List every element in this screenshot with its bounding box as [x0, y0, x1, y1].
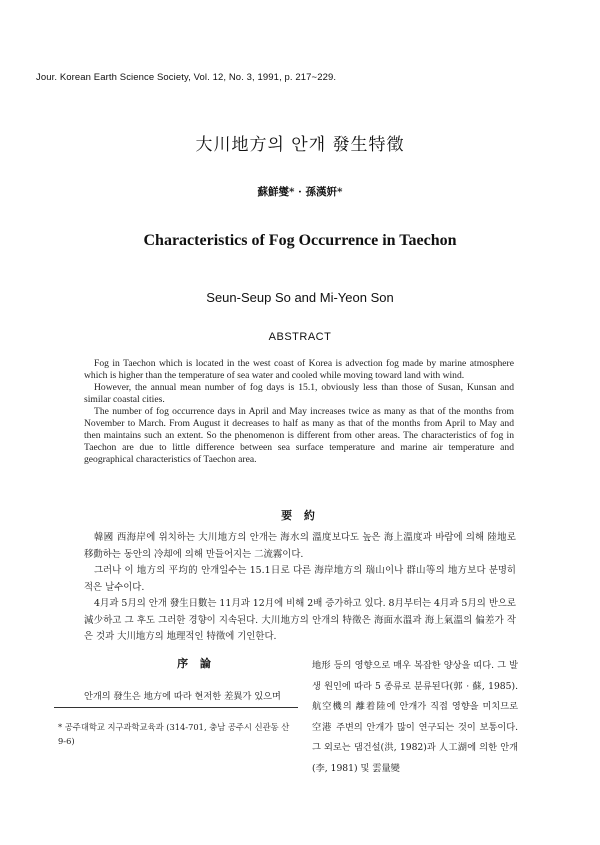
korean-title: 大川地方의 안개 發生特徵 — [195, 135, 405, 155]
abstract-paragraph: Fog in Taechon which is located in the west coast of Korea is advection fog made by marine atmosphere which is higher than the temperature of sea water and cooled while moving toward land with wind. — [84, 358, 514, 381]
korean-abstract-heading: 要 約 — [281, 509, 319, 522]
english-authors: Seun-Seup So and Mi-Yeon Son — [206, 290, 394, 305]
abstract-paragraph: However, the annual mean number of fog days is 15.1, obviously less than those of Susan, Kunsan and similar coastal cities. — [84, 382, 514, 405]
english-abstract — [84, 358, 514, 466]
korean-abstract-paragraph: 그러나 이 地方의 平均的 안개일수는 15.1日로 다른 海岸地方의 瑞山이나 群山等의 地方보다 분명히 적은 날수이다. — [84, 565, 516, 593]
korean-authors: 蘇鮮燮* · 孫漢姸* — [257, 186, 343, 198]
abstract-heading: ABSTRACT — [268, 331, 332, 343]
korean-abstract — [84, 530, 516, 646]
abstract-paragraph: The number of fog occurrence days in April and May increases twice as many as that of the months from November to March. From August it decreases to half as many as that of the months from April to May and then maintains such an extent. So the phenomenon is different from other areas. The characteristics of fog in Taechon are due to little difference between sea surface temperature and marine air temperature and geographical characteristics of Taechon area. — [84, 406, 514, 465]
korean-abstract-paragraph: 4月과 5月의 안개 發生日數는 11月과 12月에 비해 2배 증가하고 있다. 8月부터는 4月과 5月의 반으로 減少하고 그 후도 그러한 경향이 지속된다. 大川地方의 안개의 特徵은 海面水溫과 海上氣溫의 偏差가 작은 것과 大川地方의 地理적인 特徵에 기인한다. — [84, 598, 516, 642]
introduction-right-column: 地形 등의 영향으로 매우 복잡한 양상을 띠다. 그 발생 원인에 따라 5 종류로 분류된다(郭 · 蘇, 1985). 航空機의 離着陸에 안개가 직접 영향을 미치므로 空港 주변의 안개가 많이 연구되는 것이 보통이다. 그 외로는 댐건설(洪, 1982)과 人工湖에 의한 안개(李, 1981) 및 雲量變 — [312, 660, 518, 774]
affiliation-footnote: * 공주대학교 지구과학교육과 (314-701, 충남 공주시 신관동 산 9-6) — [58, 722, 290, 746]
introduction-left-column: 안개의 發生은 地方에 따라 현저한 差異가 있으며 — [84, 691, 281, 702]
journal-citation: Jour. Korean Earth Science Society, Vol. 12, No. 3, 1991, p. 217~229. — [36, 72, 337, 83]
korean-abstract-paragraph: 韓國 西海岸에 위치하는 大川地方의 안개는 海水의 溫度보다도 높은 海上溫度과 바람에 의해 陸地로 移動하는 동안의 冷却에 의해 만들어지는 二流霧이다. — [84, 532, 516, 560]
footnote-divider — [54, 707, 298, 708]
english-title: Characteristics of Fog Occurrence in Taechon — [143, 232, 457, 249]
introduction-heading: 序 論 — [177, 657, 215, 670]
